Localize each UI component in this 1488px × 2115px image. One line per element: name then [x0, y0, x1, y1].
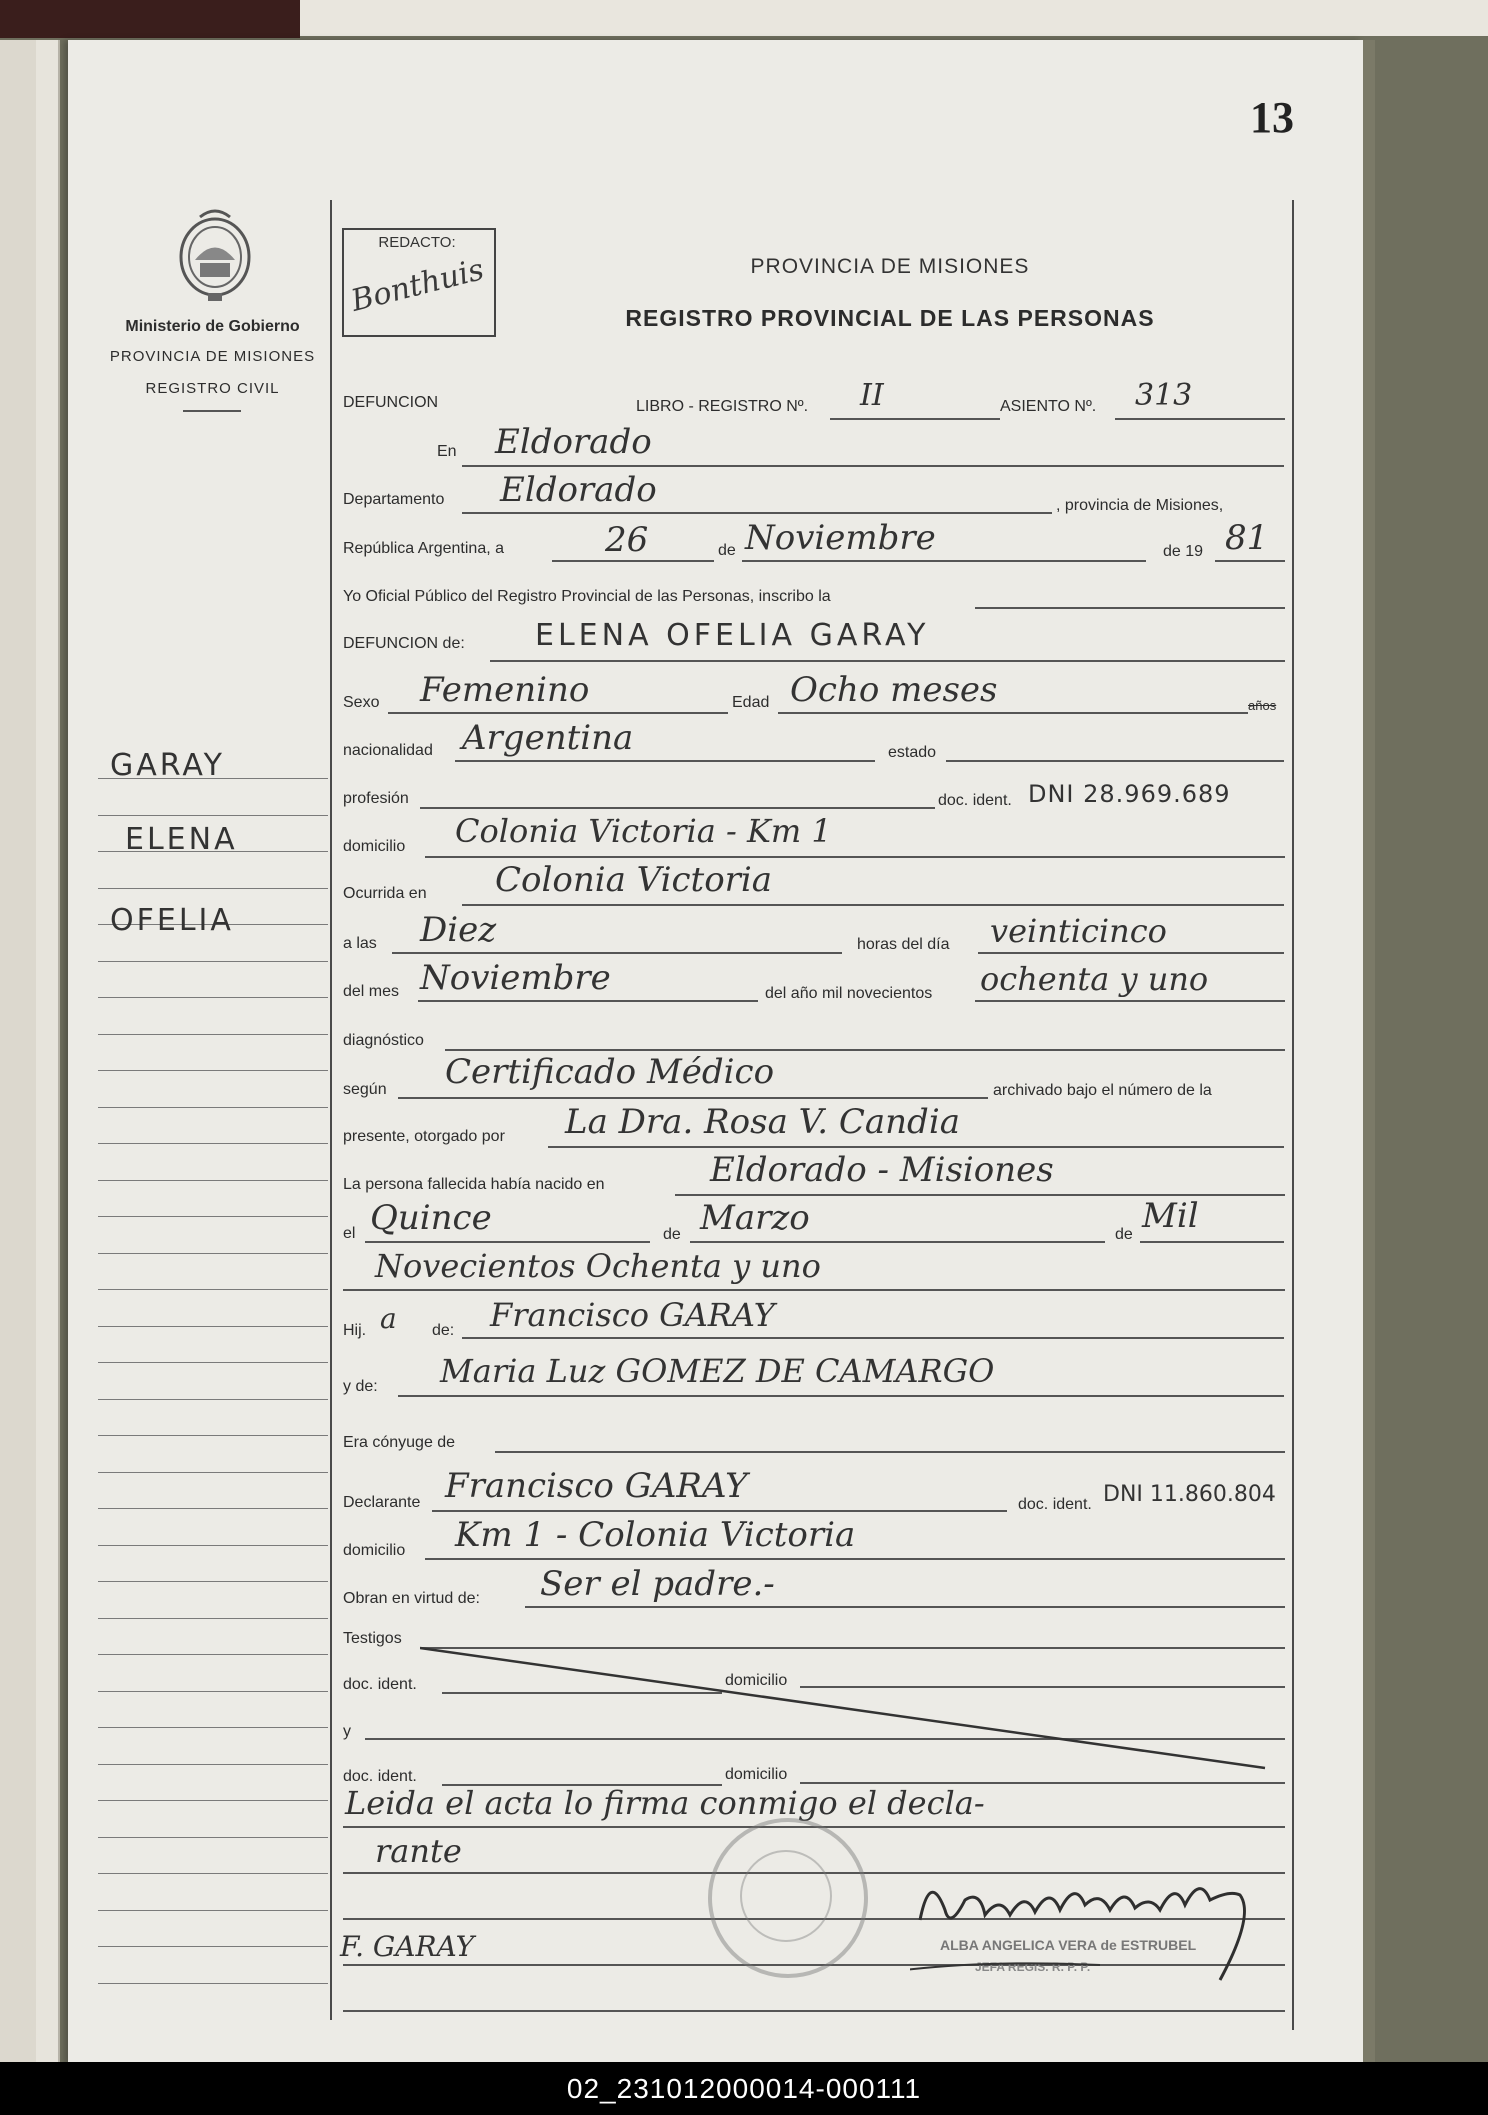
diagnostico-label: diagnóstico — [343, 1032, 424, 1049]
en-line — [462, 465, 1284, 467]
margin-rule-line — [98, 1800, 328, 1801]
leida-cont-value: rante — [375, 1832, 462, 1870]
registry-title: REGISTRO PROVINCIAL DE LAS PERSONAS — [625, 305, 1155, 331]
declarante-value: Francisco GARAY — [445, 1466, 748, 1506]
doc-ident-value: DNI 28.969.689 — [1028, 780, 1231, 808]
frame-line-left — [330, 200, 332, 2020]
official-name: ALBA ANGELICA VERA de ESTRUBEL — [940, 1937, 1197, 1953]
de-label: de — [718, 542, 736, 559]
previous-page-shadow — [0, 40, 36, 2065]
t2-dom-label: domicilio — [725, 1766, 788, 1783]
asiento-value: 313 — [1135, 378, 1193, 413]
margin-rule-line — [98, 1545, 328, 1546]
nac-dia-value: Quince — [370, 1198, 492, 1238]
margin-rule-line — [98, 1180, 328, 1181]
official-role: JEFA REGIS. R. P. P. — [975, 1960, 1091, 1974]
testigos-strikethrough — [420, 1640, 1280, 1775]
oficial-text: Yo Oficial Público del Registro Provincial de las Personas, inscribo la — [343, 588, 831, 605]
leida-value: Leida el acta lo firma conmigo el decla- — [345, 1784, 985, 1822]
declarante-doc-value: DNI 11.860.804 — [1103, 1482, 1276, 1507]
ocurrida-line — [462, 904, 1284, 906]
del-mes-line — [418, 1000, 758, 1002]
profesion-label: profesión — [343, 790, 409, 807]
hora-value: Diez — [420, 910, 497, 950]
margin-rule-line — [98, 1837, 328, 1838]
dia-texto-line — [978, 952, 1284, 954]
del-mes-label: del mes — [343, 983, 400, 1000]
oficial-line — [975, 607, 1285, 609]
asiento-label: ASIENTO Nº. — [1000, 398, 1097, 415]
nac-dia-line — [365, 1241, 650, 1243]
t-doc-label: doc. ident. — [343, 1676, 417, 1693]
margin-rule-line — [98, 1070, 328, 1071]
domicilio-value: Colonia Victoria - Km 1 — [455, 812, 832, 850]
margin-rule-line — [98, 1618, 328, 1619]
alas-label: a las — [343, 935, 377, 952]
de-mes-label: de — [663, 1226, 681, 1243]
margin-rule-line — [98, 888, 328, 889]
edad-line — [778, 712, 1248, 714]
nac-mes-line — [690, 1241, 1105, 1243]
archivado-label: archivado bajo el número de la — [993, 1082, 1212, 1099]
margin-rule-line — [98, 1362, 328, 1363]
mes-line — [742, 560, 1146, 562]
declarante-dom-value: Km 1 - Colonia Victoria — [455, 1515, 856, 1555]
anio-line — [1215, 560, 1285, 562]
difunto-line — [490, 660, 1285, 662]
nac-anio-cont-value: Novecientos Ochenta y uno — [375, 1247, 821, 1285]
file-id: 02_231012000014-000111 — [566, 2073, 922, 2104]
ministry-name: Ministerio de Gobierno — [125, 318, 300, 335]
conyuge-label: Era cónyuge de — [343, 1434, 456, 1451]
margin-rule-line — [98, 1435, 328, 1436]
nac-anio-value: Mil — [1142, 1196, 1199, 1236]
obran-label: Obran en virtud de: — [343, 1590, 480, 1607]
del-mes-value: Noviembre — [420, 958, 611, 998]
ocurrida-label: Ocurrida en — [343, 885, 427, 902]
libro-line — [830, 418, 1000, 420]
anio-mil-line — [975, 1000, 1285, 1002]
margin-rule-line — [98, 1764, 328, 1765]
margin-signature: F. GARAY — [340, 1930, 475, 1963]
anos-label: años — [1248, 698, 1277, 713]
departamento-value: Eldorado — [500, 470, 657, 510]
hijo-suffix: a — [380, 1302, 397, 1335]
nac-mes-value: Marzo — [700, 1198, 810, 1238]
margin-rule-line — [98, 1873, 328, 1874]
edad-value: Ocho meses — [790, 670, 998, 710]
de-anio-label: de — [1115, 1226, 1133, 1243]
obran-value: Ser el padre.- — [540, 1564, 775, 1604]
conyuge-line — [495, 1451, 1285, 1453]
presente-value: La Dra. Rosa V. Candia — [565, 1102, 960, 1142]
departamento-label: Departamento — [343, 491, 445, 508]
hijo-label: Hij. — [343, 1322, 367, 1339]
margin-rule-line — [98, 815, 328, 816]
sexo-line — [388, 712, 728, 714]
margin-rule-line — [98, 1654, 328, 1655]
margin-rule-line — [98, 1399, 328, 1400]
page-edge — [1363, 40, 1375, 2065]
segun-line — [398, 1097, 988, 1099]
y-de-label: y de: — [343, 1378, 378, 1395]
redacto-label: REDACTO: — [378, 234, 456, 251]
margin-rule-line — [98, 1143, 328, 1144]
margin-rule-line — [98, 997, 328, 998]
dia-texto-value: veinticinco — [990, 912, 1167, 950]
presente-line — [548, 1146, 1284, 1148]
de19-label: de 19 — [1163, 543, 1204, 560]
declarante-dom-label: domicilio — [343, 1542, 406, 1559]
profesion-line — [420, 807, 935, 809]
margin-rule-line — [98, 1508, 328, 1509]
margin-rule-line — [98, 1326, 328, 1327]
margin-second-name: OFELIA — [110, 903, 234, 938]
nacionalidad-label: nacionalidad — [343, 742, 433, 759]
official-stamp-inner — [740, 1850, 832, 1942]
declarante-doc-label: doc. ident. — [1018, 1496, 1092, 1513]
margin-rule-line — [98, 1727, 328, 1728]
nac-anio-line — [1140, 1241, 1284, 1243]
page-number: 13 — [1250, 93, 1294, 142]
province-left: PROVINCIA DE MISIONES — [109, 348, 316, 365]
margin-surname: GARAY — [110, 748, 225, 783]
padre-value: Francisco GARAY — [490, 1296, 775, 1334]
sexo-label: Sexo — [343, 694, 380, 711]
blank-line-3 — [343, 2010, 1285, 2012]
margin-rule-line — [98, 961, 328, 962]
sexo-value: Femenino — [420, 670, 590, 710]
doc-ident-label: doc. ident. — [938, 792, 1012, 809]
civil-registry: REGISTRO CIVIL — [145, 380, 280, 397]
anio-value: 81 — [1225, 518, 1269, 558]
testigos-label: Testigos — [343, 1630, 402, 1647]
dark-tab — [0, 0, 300, 38]
provincia-suffix: , provincia de Misiones, — [1056, 497, 1224, 514]
header-rule — [183, 410, 241, 412]
defuncion-label: DEFUNCION — [343, 394, 439, 411]
anio-mil-value: ochenta y uno — [980, 960, 1209, 998]
declarante-dom-line — [425, 1558, 1285, 1560]
asiento-line — [1115, 418, 1285, 420]
hijo-de-label: de: — [432, 1322, 455, 1339]
margin-rule-line — [98, 1107, 328, 1108]
frame-line-right — [1292, 200, 1294, 2030]
y-label: y — [343, 1723, 351, 1740]
estado-line — [946, 760, 1284, 762]
declarante-label: Declarante — [343, 1494, 421, 1511]
segun-label: según — [343, 1081, 387, 1098]
defuncion-de-label: DEFUNCION de: — [343, 635, 465, 652]
province-heading: PROVINCIA DE MISIONES — [750, 255, 1030, 278]
margin-rule-line — [98, 1253, 328, 1254]
nacido-value: Eldorado - Misiones — [710, 1150, 1054, 1190]
en-label: En — [437, 443, 457, 460]
declarante-line — [432, 1510, 1007, 1512]
mes-value: Noviembre — [745, 518, 936, 558]
difunto-value: ELENA OFELIA GARAY — [535, 618, 930, 653]
presente-label: presente, otorgado por — [343, 1128, 505, 1145]
redacto-signature: Bonthuis — [347, 252, 488, 319]
margin-rule-line — [98, 1216, 328, 1217]
margin-rule-line — [98, 1910, 328, 1911]
libro-label: LIBRO - REGISTRO Nº. — [636, 398, 809, 415]
estado-label: estado — [888, 744, 937, 761]
domicilio-line — [425, 856, 1285, 858]
madre-line — [398, 1395, 1284, 1397]
departamento-line — [462, 512, 1052, 514]
obran-line — [525, 1606, 1285, 1608]
dia-value: 26 — [605, 520, 649, 560]
hora-line — [392, 952, 842, 954]
en-value: Eldorado — [495, 422, 652, 462]
margin-rule-line — [98, 1691, 328, 1692]
margin-rule-line — [98, 1581, 328, 1582]
dia-line — [552, 560, 714, 562]
edad-label: Edad — [732, 694, 770, 711]
nacionalidad-line — [455, 760, 875, 762]
libro-value: II — [860, 378, 884, 413]
padre-line — [462, 1337, 1284, 1339]
margin-first-name: ELENA — [125, 822, 238, 857]
t-dom-label: domicilio — [725, 1672, 788, 1689]
margin-rule-line — [98, 1946, 328, 1947]
margin-rule-line — [98, 1472, 328, 1473]
republica-label: República Argentina, a — [343, 540, 504, 557]
ocurrida-value: Colonia Victoria — [495, 860, 773, 900]
anio-mil-label: del año mil novecientos — [765, 985, 933, 1002]
horas-dia-label: horas del día — [857, 936, 950, 953]
t2-doc-label: doc. ident. — [343, 1768, 417, 1785]
nacionalidad-value: Argentina — [462, 718, 634, 758]
margin-rule-line — [98, 1983, 328, 1984]
cover-strip — [300, 0, 1488, 36]
domicilio-label: domicilio — [343, 838, 406, 855]
el-label: el — [343, 1225, 356, 1242]
segun-value: Certificado Médico — [445, 1052, 775, 1092]
nacido-label: La persona fallecida había nacido en — [343, 1176, 605, 1193]
diagnostico-line — [445, 1049, 1285, 1051]
margin-rule-line — [98, 1034, 328, 1035]
nac-anio-cont-line — [343, 1289, 1285, 1291]
margin-rule-line — [98, 1289, 328, 1290]
madre-value: Maria Luz GOMEZ DE CAMARGO — [440, 1352, 995, 1390]
official-signature-icon — [910, 1860, 1280, 2000]
provincial-seal-icon — [170, 205, 260, 305]
